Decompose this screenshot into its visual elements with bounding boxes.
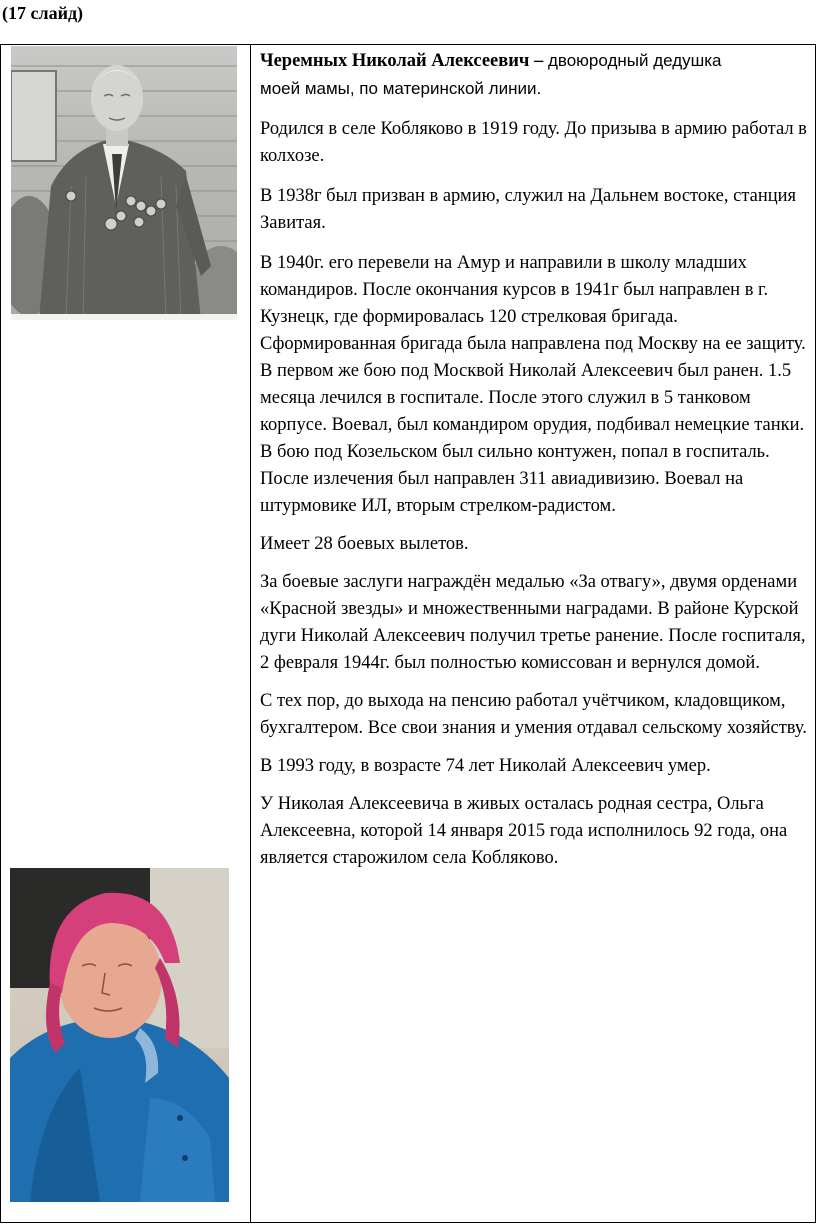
sister-photo bbox=[10, 868, 229, 1202]
paragraph-awards: За боевые заслуги награждён медалью «За отвагу», двумя орденами «Красной звезды» и множественными наградами. В районе Курской дуги Николай Алексеевич получил третье ранение. После госпиталя, 2 февраля 1944г. был полностью комиссован и вернулся домой. bbox=[260, 572, 806, 673]
paragraph-birth: Родился в селе Кобляково в 1919 году. До призыва в армию работал в колхозе. bbox=[260, 119, 807, 166]
person-name: Черемных Николай Алексеевич – bbox=[260, 51, 544, 71]
veteran-photo bbox=[11, 46, 237, 320]
paragraph-death: В 1993 году, в возрасте 74 лет Николай Алексеевич умер. bbox=[260, 756, 711, 776]
paragraph-war-service: В 1940г. его перевели на Амур и направили в школу младших командиров. После окончания курсов в 1941г был направлен в г. Кузнецк, где формировалась 120 стрелковая бригада. Сформированная бригада была направлена под Москву на ее защиту. В первом же бою под Москвой Николай Алексеевич был ранен. 1.5 месяца лечился в госпитале. После этого служил в 5 танковом корпусе. Воевал, был командиром орудия, подбивал немецкие танки. В бою под Козельском был сильно контужен, попал в госпиталь. После излечения был направлен 311 авиадивизию. Воевал на штурмовике ИЛ, вторым стрелком-радистом. bbox=[260, 253, 806, 516]
biography-text bbox=[260, 47, 808, 883]
paragraph-sister: У Николая Алексеевича в живых осталась родная сестра, Ольга Алексеевна, которой 14 января 2015 года исполнилось 92 года, она является старожилом села Кобляково. bbox=[260, 794, 788, 868]
slide-label: (17 слайд) bbox=[2, 3, 84, 23]
column-divider bbox=[250, 45, 251, 1222]
paragraph-postwar: С тех пор, до выхода на пенсию работал учётчиком, кладовщиком, бухгалтером. Все свои знания и умения отдавал сельскому хозяйству. bbox=[260, 691, 807, 738]
paragraph-conscription: В 1938г был призван в армию, служил на Дальнем востоке, станция Завитая. bbox=[260, 186, 797, 233]
intro-paragraph bbox=[260, 47, 808, 103]
paragraph-sorties: Имеет 28 боевых вылетов. bbox=[260, 534, 469, 554]
relation-text-line2: моей мамы, по материнской линии. bbox=[260, 79, 542, 98]
relation-text: двоюродный дедушка bbox=[543, 51, 722, 70]
content-table bbox=[0, 44, 816, 1223]
